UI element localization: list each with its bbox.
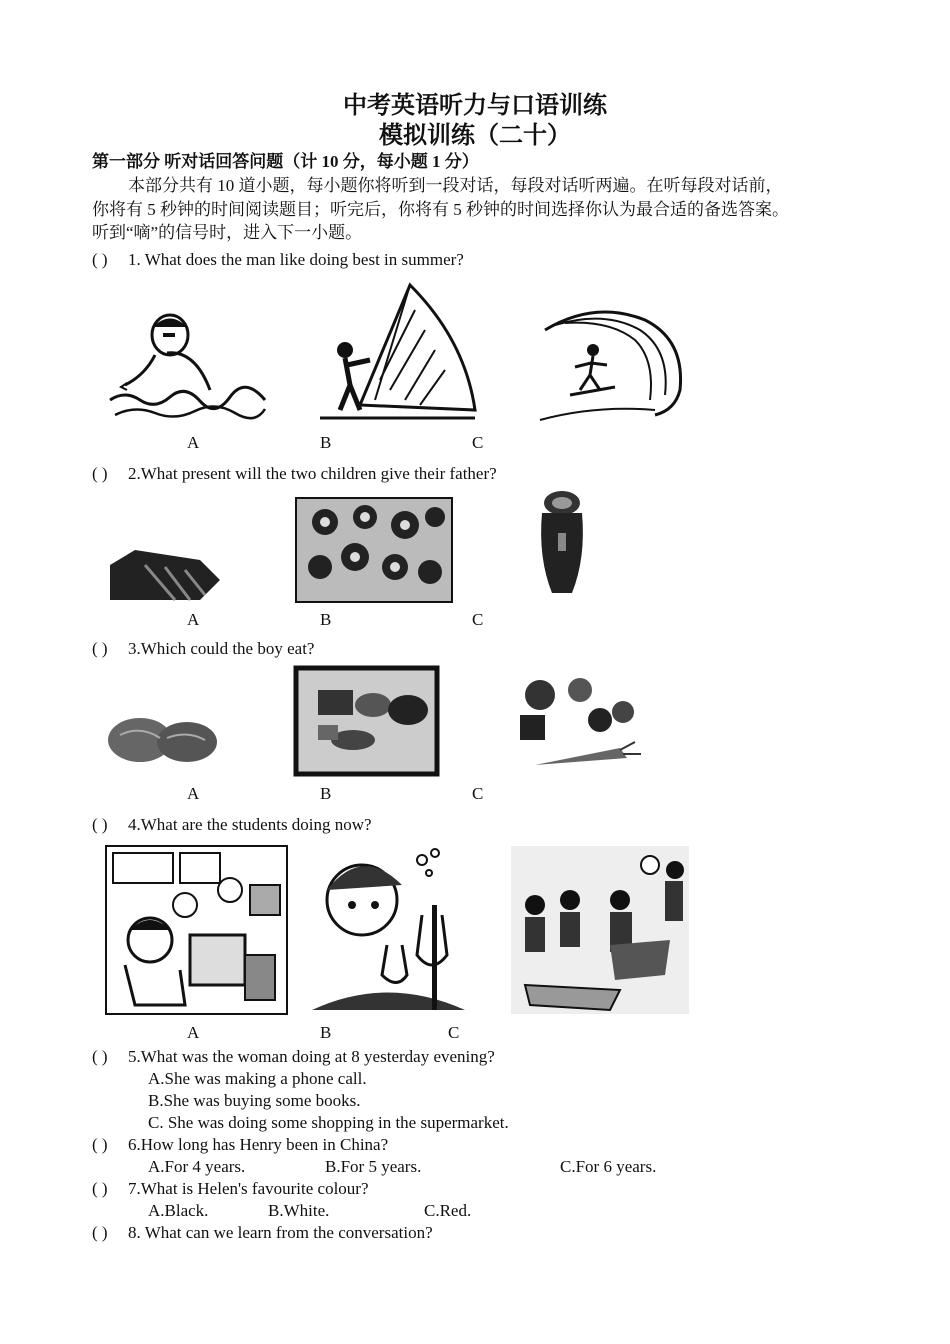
section-heading: 第一部分 听对话回答问题（计 10 分，每小题 1 分） xyxy=(92,152,479,171)
question-text: 3.Which could the boy eat? xyxy=(128,639,315,658)
question-bracket[interactable]: ( ) xyxy=(92,815,108,834)
question-bracket[interactable]: ( ) xyxy=(92,1223,108,1242)
question-bracket[interactable]: ( ) xyxy=(92,1179,108,1198)
question-text: 1. What does the man like doing best in summer? xyxy=(128,250,464,269)
long-jump-picture-icon xyxy=(510,845,690,1015)
option-c: C. She was doing some shopping in the supermarket. xyxy=(148,1113,509,1132)
option-label-a: A xyxy=(187,433,200,452)
option-label-b: B xyxy=(320,1023,332,1042)
option-label-b: B xyxy=(320,784,332,803)
question-text: 4.What are the students doing now? xyxy=(128,815,372,834)
page-subtitle: 模拟训练（二十） xyxy=(379,123,571,149)
question-text: 7.What is Helen's favourite colour? xyxy=(128,1179,369,1198)
question-bracket[interactable]: ( ) xyxy=(92,464,108,483)
option-label-a: A xyxy=(187,784,200,803)
vegetables-picture-icon xyxy=(505,670,645,775)
swimmer-picture-icon xyxy=(105,305,270,430)
option-label-c: C xyxy=(472,610,484,629)
science-experiment-picture-icon xyxy=(307,845,467,1015)
option-label-b: B xyxy=(320,610,332,629)
question-bracket[interactable]: ( ) xyxy=(92,1047,108,1066)
question-text: 2.What present will the two children give their father? xyxy=(128,464,497,483)
intro-line-1: 本部分共有 10 道小题，每小题你将听到一段对话，每段对话听两遍。在听每段对话前， xyxy=(128,176,783,195)
option-label-a: A xyxy=(187,1023,200,1042)
flowers-picture-icon xyxy=(295,497,453,603)
windsurfer-picture-icon xyxy=(315,280,480,425)
shaver-picture-icon xyxy=(530,488,590,603)
question-text: 8. What can we learn from the conversation? xyxy=(128,1223,433,1242)
option-c: C.For 6 years. xyxy=(560,1157,657,1176)
question-bracket[interactable]: ( ) xyxy=(92,1135,108,1154)
option-label-c: C xyxy=(448,1023,460,1042)
tie-picture-icon xyxy=(105,545,225,605)
option-b: B.White. xyxy=(268,1201,330,1220)
meat-and-bread-picture-icon xyxy=(293,665,440,777)
page-title: 中考英语听力与口语训练 xyxy=(343,93,607,119)
intro-line-3: 听到“嘀”的信号时，进入下一小题。 xyxy=(92,223,363,242)
option-b: B.She was buying some books. xyxy=(148,1091,361,1110)
option-label-c: C xyxy=(472,784,484,803)
bread-picture-icon xyxy=(105,710,220,770)
option-a: A.She was making a phone call. xyxy=(148,1069,367,1088)
option-label-a: A xyxy=(187,610,200,629)
computer-class-picture-icon xyxy=(105,845,288,1015)
question-bracket[interactable]: ( ) xyxy=(92,639,108,658)
option-label-c: C xyxy=(472,433,484,452)
question-bracket[interactable]: ( ) xyxy=(92,250,108,269)
option-label-b: B xyxy=(320,433,332,452)
option-a: A.For 4 years. xyxy=(148,1157,246,1176)
question-text: 5.What was the woman doing at 8 yesterday evening? xyxy=(128,1047,495,1066)
question-text: 6.How long has Henry been in China? xyxy=(128,1135,389,1154)
intro-line-2: 你将有 5 秒钟的时间阅读题目；听完后，你将有 5 秒钟的时间选择你认为最合适的备选答案。 xyxy=(92,200,789,219)
surfer-picture-icon xyxy=(535,305,690,425)
option-a: A.Black. xyxy=(148,1201,209,1220)
option-b: B.For 5 years. xyxy=(325,1157,422,1176)
option-c: C.Red. xyxy=(424,1201,472,1220)
